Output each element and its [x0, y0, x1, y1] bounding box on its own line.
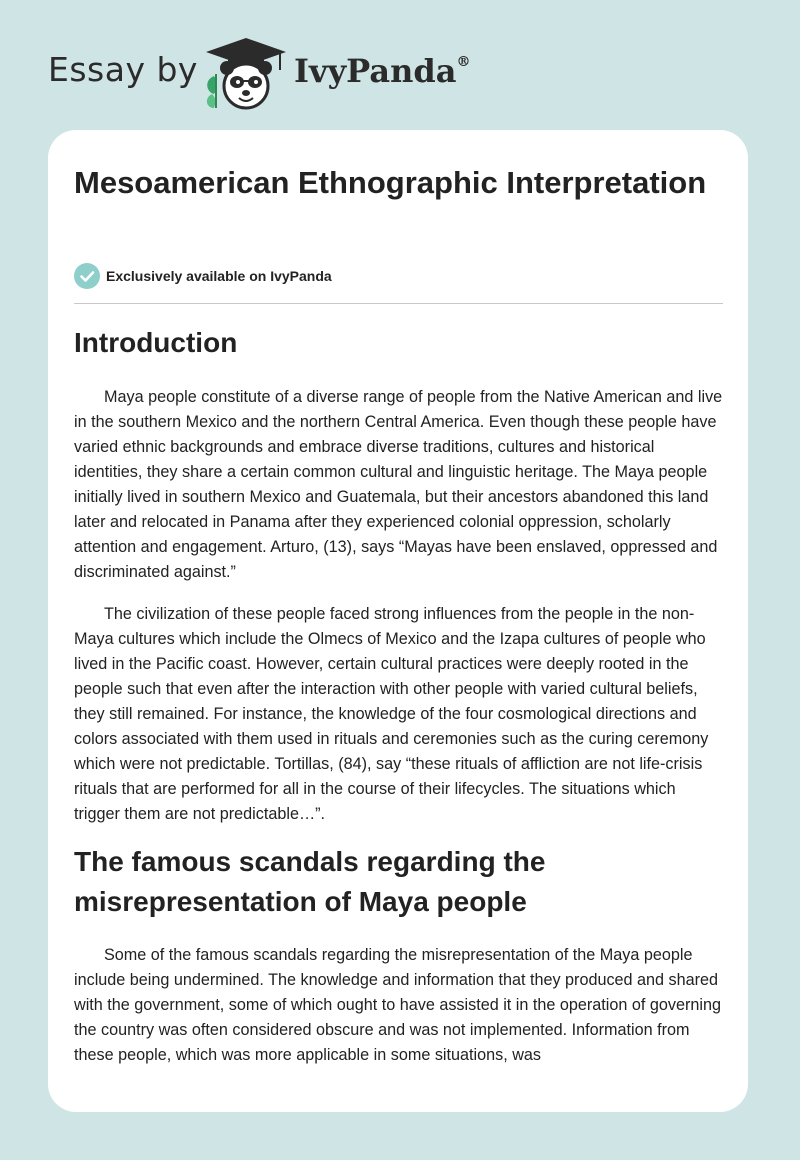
- title-divider: [74, 303, 723, 304]
- paragraph-scandals-1: Some of the famous scandals regarding the misrepresentation of the Maya people include being undermined. The knowledge and information that they produced and shared with the government, some of which ought to have assisted it in the operation of governing the country was often considered obscure and was not implemented. Information from these people, which was more applicable in some situations, was: [74, 946, 721, 1064]
- essay-by-label: Essay by: [48, 50, 198, 89]
- check-circle-icon: [74, 263, 100, 289]
- registered-mark: ®: [456, 54, 471, 71]
- page-title: Mesoamerican Ethnographic Interpretation: [74, 165, 707, 200]
- brand-text: IvyPanda: [294, 52, 457, 90]
- brand-name[interactable]: [294, 52, 470, 90]
- paragraph-intro-1: Maya people constitute of a diverse range of people from the Native American and live in the southern Mexico and the northern Central America. Even though these people have varied ethnic backgrounds and embrace diverse traditions, cultures and historical identities, they share a certain common cultural and linguistic heritage. The Maya people initially lived in southern Mexico and Guatemala, but their ancestors abandoned this land later and relocated in Panama after they experienced colonial oppression, scholarly attention and engagement. Arturo, (13), says “Mayas have been enslaved, oppressed and discriminated against.”: [74, 388, 723, 581]
- site-header: [0, 0, 800, 130]
- exclusive-badge-label: Exclusively available on IvyPanda: [106, 268, 332, 284]
- paragraph-intro-2: The civilization of these people faced strong influences from the people in the non-Maya cultures which include the Olmecs of Mexico and the Izapa cultures of people who lived in the Pacific coast. However, certain cultural practices were deeply rooted in the people such that even after the interaction with other people with varied cultural beliefs, they still remained. For instance, the knowledge of the four cosmological directions and colors associated with them used in rituals and ceremonies such as the curing ceremony which were not predictable. Tortillas, (84), say “these rituals of affliction are not life-crisis rituals that are performed for all in the course of their lifecycles. The situations which trigger them are not predictable…”.: [74, 605, 709, 823]
- article-card: [48, 130, 748, 1112]
- exclusive-badge: [74, 263, 332, 289]
- section-heading-scandals: The famous scandals regarding the misrepresentation of Maya people: [74, 846, 546, 917]
- section-heading-introduction: Introduction: [74, 327, 238, 358]
- ivypanda-logo-icon[interactable]: [200, 36, 292, 110]
